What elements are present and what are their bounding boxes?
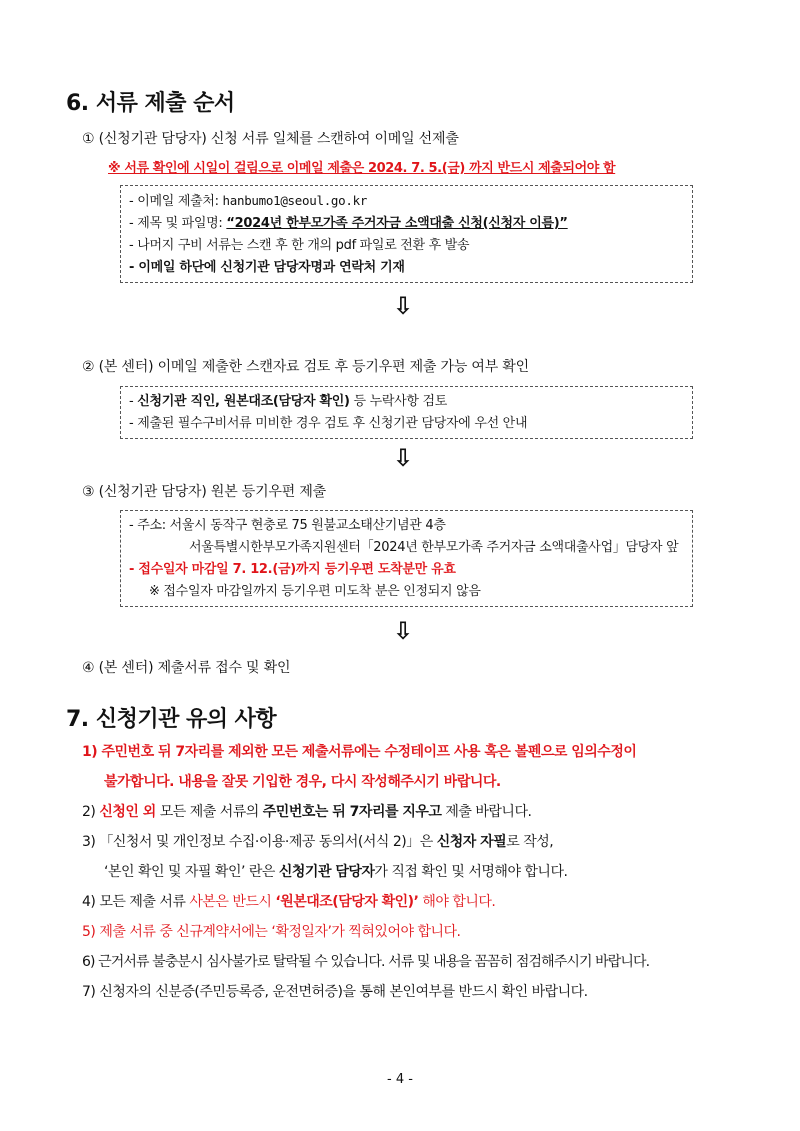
- review-line: [129, 391, 684, 413]
- step-2: ② (본 센터) 이메일 제출한 스캔자료 검토 후 등기우편 제출 가능 여부 확인: [82, 359, 529, 375]
- note-3b-end: 가 직접 확인 및 서명해야 합니다.: [374, 864, 568, 880]
- email-label: - 이메일 제출처:: [129, 194, 223, 209]
- deadline-notice: ※ 서류 확인에 시일이 걸림으로 이메일 제출은 2024. 7. 5.(금) 까지 반드시 제출되어야 함: [108, 161, 616, 176]
- missing-docs-line: - 제출된 필수구비서류 미비한 경우 검토 후 신청기관 담당자에 우선 안내: [129, 416, 528, 431]
- review-dash: -: [129, 394, 138, 409]
- review-suffix: 등 누락사항 검토: [349, 394, 448, 409]
- subject-title: “2024년 한부모가족 주거자금 소액대출 신청(신청자 이름)”: [226, 216, 568, 231]
- down-arrow-icon: ⇩: [393, 444, 414, 472]
- contact-instruction: - 이메일 하단에 신청기관 담당자명과 연락처 기재: [129, 260, 405, 275]
- notes-list: [82, 737, 762, 1007]
- note-3b-start: ‘본인 확인 및 자필 확인’ 란은: [104, 864, 279, 880]
- note-7: 7) 신청자의 신분증(주민등록증, 운전면허증)을 통해 본인여부를 반드시 확인 바랍니다.: [82, 984, 588, 1000]
- step-1: ① (신청기관 담당자) 신청 서류 일체를 스캔하여 이메일 선제출: [82, 131, 459, 147]
- section-7-title: 7. 신청기관 유의 사항: [66, 707, 277, 732]
- note-4: [82, 887, 762, 917]
- email-line: [129, 190, 684, 213]
- note-2-end: 제출 바랍니다.: [441, 804, 532, 820]
- note-1a: 1) 주민번호 뒤 7자리를 제외한 모든 제출서류에는 수정테이프 사용 혹은 볼펜으로 임의수정이: [82, 744, 637, 760]
- note-4-start: 4) 모든 제출 서류: [82, 894, 190, 910]
- deadline-line: - 접수일자 마감일 7. 12.(금)까지 등기우편 도착분만 유효: [129, 562, 456, 577]
- scan-instruction: - 나머지 구비 서류는 스캔 후 한 개의 pdf 파일로 전환 후 발송: [129, 238, 470, 253]
- note-2-bold: 주민번호는 뒤 7자리를 지우고: [262, 804, 442, 820]
- step-3-details-box: [120, 510, 693, 607]
- deadline-note: ※ 접수일자 마감일까지 등기우편 미도착 분은 인정되지 않음: [149, 584, 481, 599]
- note-4-red: 사본은 반드시: [189, 894, 276, 910]
- note-2: [82, 797, 762, 827]
- note-5: 5) 제출 서류 중 신규계약서에는 ‘확정일자’가 찍혀있어야 합니다.: [82, 924, 461, 940]
- subject-line: [129, 213, 684, 235]
- review-bold: 신청기관 직인, 원본대조(담당자 확인): [137, 394, 350, 409]
- step-1-details-box: [120, 185, 693, 283]
- note-4-red-bold: ‘원본대조(담당자 확인)’: [275, 894, 419, 910]
- note-3b: [82, 857, 762, 887]
- note-3b-bold: 신청기관 담당자: [278, 864, 375, 880]
- address-line: - 주소: 서울시 동작구 현충로 75 원불교소태산기념관 4층: [129, 518, 446, 533]
- note-2-red: 신청인 외: [99, 804, 156, 820]
- note-3a: [82, 827, 762, 857]
- note-2-num: 2): [82, 804, 100, 820]
- note-3-start: 3) 「신청서 및 개인정보 수집·이용·제공 동의서(서식 2)」은: [82, 834, 437, 850]
- note-6: 6) 근거서류 불충분시 심사불가로 탈락될 수 있습니다. 서류 및 내용을 꼼꼼히 점검해주시기 바랍니다.: [82, 954, 650, 970]
- recipient-line: 서울특별시한부모가족지원센터「2024년 한부모가족 주거자금 소액대출사업」담당자 앞: [189, 540, 679, 555]
- note-2-mid: 모든 제출 서류의: [155, 804, 263, 820]
- step-3: ③ (신청기관 담당자) 원본 등기우편 제출: [82, 484, 326, 500]
- subject-label: - 제목 및 파일명:: [129, 216, 227, 231]
- step-4: ④ (본 센터) 제출서류 접수 및 확인: [82, 660, 291, 676]
- down-arrow-icon: ⇩: [393, 292, 414, 320]
- note-4-end: 해야 합니다.: [418, 894, 496, 910]
- down-arrow-icon: ⇩: [393, 617, 414, 645]
- note-1b: 불가합니다. 내용을 잘못 기입한 경우, 다시 작성해주시기 바랍니다.: [104, 774, 501, 790]
- note-3-bold: 신청자 자필: [436, 834, 507, 850]
- page-number: - 4 -: [387, 1072, 413, 1087]
- email-address: hanbumo1@seoul.go.kr: [222, 193, 368, 208]
- note-3-end: 로 작성,: [506, 834, 554, 850]
- section-6-title: 6. 서류 제출 순서: [66, 91, 235, 116]
- step-2-details-box: [120, 386, 693, 439]
